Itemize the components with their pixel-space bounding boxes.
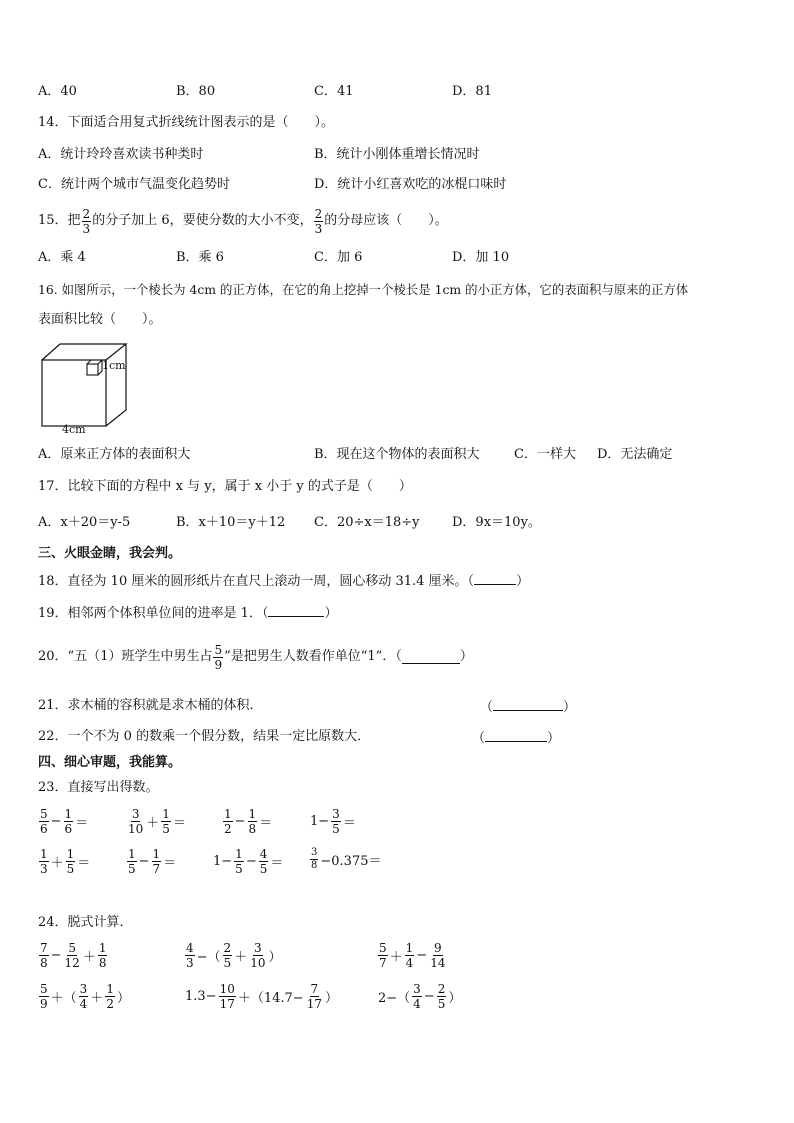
expression-text: −	[50, 814, 62, 829]
q20-frac-den: 9	[214, 657, 223, 672]
fraction-numerator: 1	[66, 847, 75, 861]
q15-stem	[38, 204, 448, 238]
fraction	[39, 983, 49, 1010]
fraction-numerator: 3	[413, 982, 421, 996]
expression-text: 1.3−	[185, 989, 217, 1004]
small-cube-top	[87, 360, 102, 364]
expression-text: ＝	[172, 816, 186, 831]
fraction-numerator: 1	[64, 807, 73, 821]
fraction-numerator: 5	[40, 807, 48, 821]
q15-option-d: D．加 10	[452, 250, 510, 265]
fraction	[39, 942, 49, 969]
fraction	[98, 942, 108, 969]
fraction-numerator: 2	[437, 982, 446, 996]
fraction-denominator: 4	[413, 997, 421, 1011]
q24-expr-2-3	[377, 983, 462, 1010]
fraction-denominator: 5	[259, 862, 268, 876]
fraction	[306, 983, 323, 1010]
fraction	[437, 983, 447, 1010]
fraction-denominator: 2	[224, 822, 232, 836]
q19	[38, 604, 337, 622]
fraction-numerator: 5	[379, 941, 387, 955]
q14-stem: 14．下面适合用复式折线统计图表示的是（ ）。	[38, 115, 335, 130]
expression-text: −	[50, 948, 62, 963]
fraction-denominator: 7	[379, 956, 387, 970]
expression-text: −（	[196, 950, 221, 965]
expression-text: ＝	[163, 856, 177, 871]
fraction	[429, 942, 446, 969]
expression-text: −	[416, 948, 428, 963]
fraction-denominator: 7	[152, 862, 161, 876]
fraction	[331, 808, 341, 835]
expression-text: −	[234, 814, 246, 829]
fraction	[248, 808, 258, 835]
section-3-heading: 三、火眼金睛，我会判。	[38, 546, 182, 561]
q13-option-a: A．40	[38, 84, 77, 99]
q23-expr-2-3	[212, 848, 284, 875]
q17-option-a: A．x＋20＝y-5	[38, 515, 131, 530]
q20-close: ）	[459, 649, 473, 664]
q17-option-c: C．20÷x＝18÷y	[314, 515, 420, 530]
expression-text: 1−	[213, 854, 233, 869]
expression-text: ＋	[389, 950, 403, 965]
q24-expr-2-2	[184, 983, 339, 1010]
q15-fraction-2	[314, 208, 324, 235]
fraction-numerator: 1	[224, 807, 232, 821]
fraction-denominator: 4	[405, 956, 414, 970]
q19-close: ）	[324, 606, 338, 621]
q22-text: 22．一个不为 0 的数乘一个假分数，结果一定比原数大．	[38, 729, 371, 744]
q20-pre: 20．“五（1）班学生中男生占	[38, 649, 213, 664]
q24-expr-1-2	[184, 942, 283, 969]
fraction	[219, 983, 236, 1010]
cube-figure	[36, 340, 146, 438]
expression-text: ）	[268, 950, 282, 965]
section-4-heading: 四、细心审题，我能算。	[38, 755, 182, 770]
q15-fraction-1	[82, 208, 92, 235]
expression-text: ＋	[146, 816, 160, 831]
fraction-denominator: 3	[40, 862, 48, 876]
fraction	[152, 848, 162, 875]
expression-text: ＝	[75, 816, 89, 831]
q16-option-c: C．一样大	[514, 447, 576, 462]
q22-answer	[472, 729, 560, 747]
fraction-numerator: 3	[311, 847, 318, 858]
cube-right-face	[106, 344, 126, 426]
fraction-numerator: 4	[186, 941, 194, 955]
q21-answer	[480, 698, 576, 716]
fraction-numerator: 5	[40, 982, 48, 996]
fraction-denominator: 5	[437, 997, 446, 1011]
q21-open: （	[480, 700, 494, 715]
fraction-denominator: 17	[219, 997, 235, 1011]
q23-expr-2-2	[126, 848, 177, 875]
cube-small-label: 1cm	[102, 359, 126, 372]
q24-expr-2-1	[38, 983, 131, 1010]
q23-stem: 23．直接写出得数。	[38, 780, 159, 795]
q13-option-d: D．81	[452, 84, 492, 99]
fraction-denominator: 17	[306, 997, 322, 1011]
q23-expr-2-4	[309, 848, 382, 871]
q13-option-b: B．80	[176, 84, 216, 99]
q16-option-b: B．现在这个物体的表面积大	[314, 447, 480, 462]
q23-expr-1-1	[38, 808, 89, 835]
fraction	[79, 983, 89, 1010]
q18	[38, 572, 529, 590]
fraction	[234, 848, 244, 875]
fraction-numerator: 3	[254, 941, 262, 955]
fraction	[127, 808, 144, 835]
expression-text: 1−	[310, 814, 330, 829]
q20-answer-blank[interactable]	[402, 651, 460, 664]
q20-fraction	[213, 644, 223, 671]
q23-expr-1-3	[222, 808, 273, 835]
q15-option-c: C．加 6	[314, 250, 363, 265]
expression-text: ）	[448, 991, 462, 1006]
expression-text: −	[138, 854, 150, 869]
q14-option-d: D．统计小红喜欢吃的冰棍口味时	[314, 177, 507, 192]
fraction-numerator: 3	[131, 807, 140, 821]
fraction-denominator: 3	[186, 956, 194, 970]
q15-mid: 的分子加上 6，要使分数的大小不变，	[92, 213, 313, 228]
fraction	[223, 808, 233, 835]
fraction-numerator: 1	[405, 941, 414, 955]
fraction-numerator: 3	[79, 982, 88, 996]
fraction	[161, 808, 171, 835]
q14-option-b: B．统计小刚体重增长情况时	[314, 147, 480, 162]
fraction-denominator: 5	[128, 862, 136, 876]
fraction-denominator: 8	[248, 822, 257, 836]
small-cube-front	[87, 364, 98, 375]
fraction-numerator: 1	[162, 807, 170, 821]
q17-stem: 17．比较下面的方程中 x 与 y，属于 x 小于 y 的式子是（ ）	[38, 479, 412, 494]
fraction	[64, 942, 81, 969]
fraction-denominator: 2	[106, 997, 114, 1011]
q24-expr-1-1	[38, 942, 108, 969]
expression-text: ＋（	[50, 991, 77, 1006]
fraction-numerator: 7	[40, 941, 48, 955]
fraction-numerator: 1	[248, 807, 257, 821]
fraction-numerator: 1	[106, 982, 114, 996]
fraction-denominator: 5	[235, 862, 243, 876]
q16-option-a: A．原来正方体的表面积大	[38, 447, 191, 462]
fraction-denominator: 8	[40, 956, 48, 970]
q15-frac2-den: 3	[314, 221, 323, 236]
q15-frac-num: 2	[82, 206, 91, 221]
fraction-denominator: 5	[223, 956, 232, 970]
fraction-numerator: 2	[223, 941, 232, 955]
fraction-numerator: 3	[332, 807, 340, 821]
q17-option-d: D．9x＝10y。	[452, 515, 541, 530]
q17-option-b: B．x＋10＝y＋12	[176, 515, 286, 530]
q14-option-a: A．统计玲玲喜欢读书种类时	[38, 147, 204, 162]
q22-answer-blank[interactable]	[485, 729, 547, 742]
cube-big-label: 4cm	[62, 423, 86, 436]
expression-text: ＝	[259, 816, 273, 831]
fraction-denominator: 4	[79, 997, 88, 1011]
fraction	[223, 942, 233, 969]
fraction-denominator: 5	[332, 822, 340, 836]
expression-text: −	[423, 989, 435, 1004]
expression-text: −0.375＝	[320, 854, 382, 869]
fraction-numerator: 1	[40, 847, 48, 861]
q23-expr-2-1	[38, 848, 91, 875]
fraction	[185, 942, 195, 969]
fraction	[310, 848, 318, 871]
q16-option-d: D．无法确定	[597, 447, 673, 462]
fraction-denominator: 6	[40, 822, 48, 836]
q24-stem: 24．脱式计算．	[38, 915, 133, 930]
fraction-denominator: 9	[40, 997, 48, 1011]
fraction-denominator: 6	[64, 822, 73, 836]
fraction-denominator: 5	[162, 822, 170, 836]
q20	[38, 640, 473, 674]
q23-expr-1-2	[126, 808, 187, 835]
q20-post: ”是把男生人数看作单位“1”．（	[224, 649, 402, 664]
q15-pre: 15．把	[38, 213, 81, 228]
fraction	[105, 983, 115, 1010]
q16-line1: 16. 如图所示，一个棱长为 4cm 的正方体，在它的角上挖掉一个棱长是 1cm 的小正方体，它的表面积与原来的正方体	[38, 282, 689, 297]
fraction-denominator: 14	[430, 956, 446, 970]
q15-frac-den: 3	[82, 221, 91, 236]
q21-answer-blank[interactable]	[493, 698, 563, 711]
q20-frac-num: 5	[214, 642, 223, 657]
fraction-numerator: 1	[152, 847, 161, 861]
q14-option-c: C．统计两个城市气温变化趋势时	[38, 177, 230, 192]
fraction-numerator: 10	[219, 982, 235, 996]
fraction	[64, 808, 74, 835]
fraction-denominator: 10	[128, 822, 144, 836]
q18-answer-blank[interactable]	[474, 572, 516, 585]
q23-expr-1-4	[309, 808, 357, 835]
q24-expr-1-3	[377, 942, 447, 969]
fraction-denominator: 8	[98, 956, 107, 970]
fraction-denominator: 12	[64, 956, 80, 970]
fraction-denominator: 5	[66, 862, 75, 876]
q21-close: ）	[563, 700, 577, 715]
q22-close: ）	[547, 731, 561, 746]
fraction-denominator: 10	[250, 956, 266, 970]
expression-text: ＋	[50, 856, 64, 871]
q15-frac2-num: 2	[314, 206, 323, 221]
expression-text: ＝	[270, 856, 284, 871]
q18-close: ）	[516, 574, 530, 589]
expression-text: −	[245, 854, 257, 869]
fraction	[405, 942, 415, 969]
fraction	[39, 808, 49, 835]
q22-open: （	[472, 731, 486, 746]
expression-text: ＝	[342, 816, 356, 831]
fraction-numerator: 7	[310, 982, 319, 996]
expression-text: ＋	[234, 950, 248, 965]
fraction-numerator: 4	[259, 847, 268, 861]
fraction	[259, 848, 269, 875]
expression-text: ＋	[82, 950, 96, 965]
expression-text: ＝	[77, 856, 91, 871]
expression-text: ）	[324, 991, 338, 1006]
q15-option-b: B．乘 6	[176, 250, 224, 265]
expression-text: 2−（	[378, 991, 411, 1006]
expression-text: ＋	[90, 991, 104, 1006]
expression-text: ）	[116, 991, 130, 1006]
fraction	[66, 848, 76, 875]
q15-post: 的分母应该（ ）。	[324, 213, 448, 228]
fraction-numerator: 5	[68, 941, 76, 955]
fraction	[378, 942, 388, 969]
expression-text: ＋（14.7−	[237, 991, 304, 1006]
fraction-numerator: 1	[235, 847, 243, 861]
fraction-numerator: 9	[434, 941, 442, 955]
fraction-numerator: 1	[98, 941, 107, 955]
q16-line2: 表面积比较（ ）。	[38, 312, 162, 327]
q19-text: 19．相邻两个体积单位间的进率是 1．（	[38, 606, 269, 621]
fraction-denominator: 8	[311, 860, 318, 871]
fraction	[249, 942, 266, 969]
fraction	[127, 848, 137, 875]
fraction-numerator: 1	[128, 847, 136, 861]
fraction	[39, 848, 49, 875]
q18-text: 18．直径为 10 厘米的圆形纸片在直尺上滚动一周，圆心移动 31.4 厘米。（	[38, 574, 475, 589]
q21-text: 21．求木桶的容积就是求木桶的体积．	[38, 698, 263, 713]
q19-answer-blank[interactable]	[268, 604, 324, 617]
q13-option-c: C．41	[314, 84, 354, 99]
q15-option-a: A．乘 4	[38, 250, 86, 265]
fraction	[412, 983, 422, 1010]
